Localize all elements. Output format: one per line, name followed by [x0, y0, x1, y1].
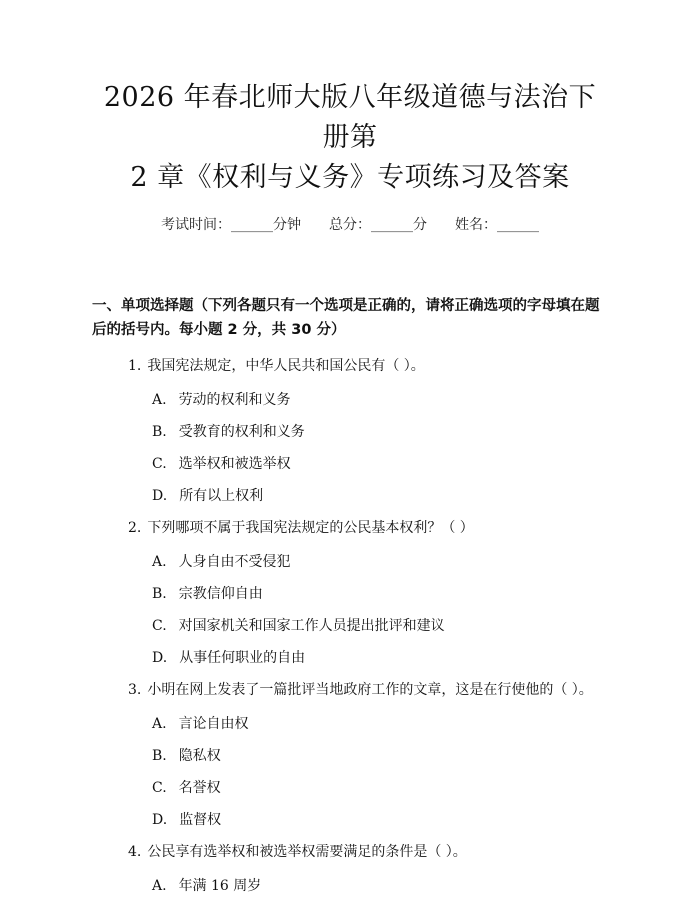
option-letter: D.: [152, 488, 168, 504]
option-item: [152, 804, 608, 836]
option-list: [128, 546, 608, 674]
option-text: 人身自由不受侵犯: [178, 554, 291, 570]
option-letter: B.: [152, 424, 167, 440]
question-item: [128, 674, 608, 836]
option-list: [128, 384, 608, 512]
option-text: 受教育的权利和义务: [178, 424, 305, 440]
question-number: 1.: [128, 358, 142, 374]
option-list: [128, 870, 608, 902]
question-list: [92, 350, 608, 902]
document-title: [92, 78, 608, 198]
option-text: 名誉权: [178, 780, 221, 796]
option-text: 言论自由权: [178, 716, 249, 732]
option-text: 隐私权: [178, 748, 221, 764]
question-stem: [128, 674, 608, 708]
question-item: [128, 836, 608, 902]
option-text: 宗教信仰自由: [178, 586, 263, 602]
question-text: 公民享有选举权和被选举权需要满足的条件是（ ）。: [147, 844, 467, 860]
option-text: 对国家机关和国家工作人员提出批评和建议: [178, 618, 445, 634]
option-letter: A.: [152, 878, 167, 894]
option-letter: A.: [152, 554, 167, 570]
option-letter: B.: [152, 586, 167, 602]
option-letter: B.: [152, 748, 167, 764]
option-item: [152, 870, 608, 902]
option-item: [152, 740, 608, 772]
option-text: 劳动的权利和义务: [178, 392, 291, 408]
title-line-2: 2 章《权利与义务》专项练习及答案: [130, 162, 570, 193]
section-heading: 一、单项选择题（下列各题只有一个选项是正确的，请将正确选项的字母填在题后的括号内。每小题 2 分，共 30 分）: [92, 298, 600, 338]
option-item: [152, 772, 608, 804]
question-text: 下列哪项不属于我国宪法规定的公民基本权利？（ ）: [147, 520, 474, 536]
option-item: [152, 384, 608, 416]
option-text: 选举权和被选举权: [178, 456, 291, 472]
option-item: [152, 610, 608, 642]
option-letter: A.: [152, 716, 167, 732]
option-item: [152, 578, 608, 610]
option-letter: D.: [152, 650, 168, 666]
option-letter: C.: [152, 780, 167, 796]
question-item: [128, 512, 608, 674]
question-stem: [128, 512, 608, 546]
option-text: 监督权: [179, 812, 222, 828]
exam-meta: [92, 214, 608, 234]
option-item: [152, 708, 608, 740]
question-item: [128, 350, 608, 512]
option-item: [152, 416, 608, 448]
option-text: 所有以上权利: [179, 488, 264, 504]
question-text: 我国宪法规定，中华人民共和国公民有（ ）。: [147, 358, 425, 374]
option-letter: A.: [152, 392, 167, 408]
total-score-field: 总分：______分: [329, 217, 427, 233]
option-item: [152, 448, 608, 480]
option-item: [152, 546, 608, 578]
option-letter: C.: [152, 456, 167, 472]
student-name-field: 姓名：______: [455, 217, 539, 233]
option-item: [152, 642, 608, 674]
question-text: 小明在网上发表了一篇批评当地政府工作的文章，这是在行使他的（ ）。: [147, 682, 593, 698]
title-line-1: 2026 年春北师大版八年级道德与法治下册第: [103, 82, 597, 153]
option-text: 从事任何职业的自由: [179, 650, 306, 666]
question-stem: [128, 836, 608, 870]
question-stem: [128, 350, 608, 384]
exam-time-field: 考试时间：______分钟: [161, 217, 301, 233]
option-item: [152, 480, 608, 512]
option-list: [128, 708, 608, 836]
option-letter: C.: [152, 618, 167, 634]
question-number: 2.: [128, 520, 142, 536]
option-text: 年满 16 周岁: [178, 878, 262, 894]
question-number: 3.: [128, 682, 142, 698]
option-letter: D.: [152, 812, 168, 828]
question-number: 4.: [128, 844, 142, 860]
